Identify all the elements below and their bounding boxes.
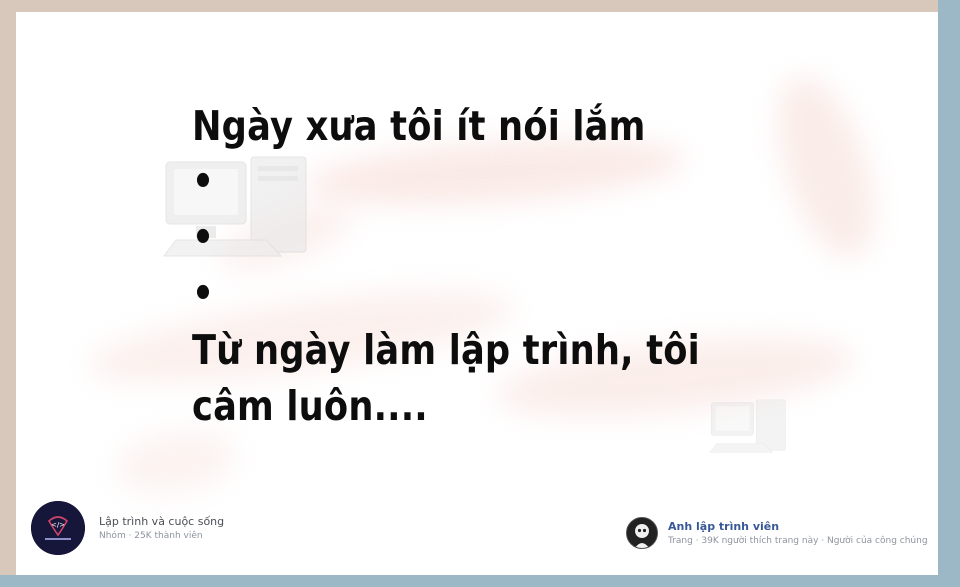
group-meta: Nhóm · 25K thành viên — [99, 531, 203, 541]
headline-line-3: câm luôn.... — [192, 382, 428, 430]
headline-line-2: Từ ngày làm lập trình, tôi — [192, 326, 700, 374]
group-logo-icon — [31, 501, 85, 555]
group-name-link[interactable]: Lập trình và cuộc sống — [99, 515, 225, 528]
svg-text:</>: </> — [50, 521, 66, 529]
page-meta: Trang · 39K người thích trang này · Người của công chúng — [668, 536, 928, 546]
page-name-link[interactable]: Anh lập trình viên — [668, 520, 780, 533]
page-source[interactable] — [626, 517, 928, 549]
bullet-dot: • — [192, 159, 215, 205]
person-avatar-icon — [627, 518, 657, 548]
watermark-smear — [759, 64, 894, 269]
frame-border-bottom — [0, 575, 960, 587]
group-avatar[interactable] — [31, 501, 85, 555]
bullet-dot: • — [192, 271, 215, 317]
frame-border-right — [938, 0, 960, 587]
meme-card — [16, 12, 938, 575]
bullet-dot: • — [192, 215, 215, 261]
meme-text — [192, 98, 742, 434]
watermark-smear — [112, 422, 241, 502]
page-avatar[interactable] — [626, 517, 658, 549]
group-source[interactable] — [31, 501, 224, 555]
headline-line-1: Ngày xưa tôi ít nói lắm — [192, 102, 646, 150]
